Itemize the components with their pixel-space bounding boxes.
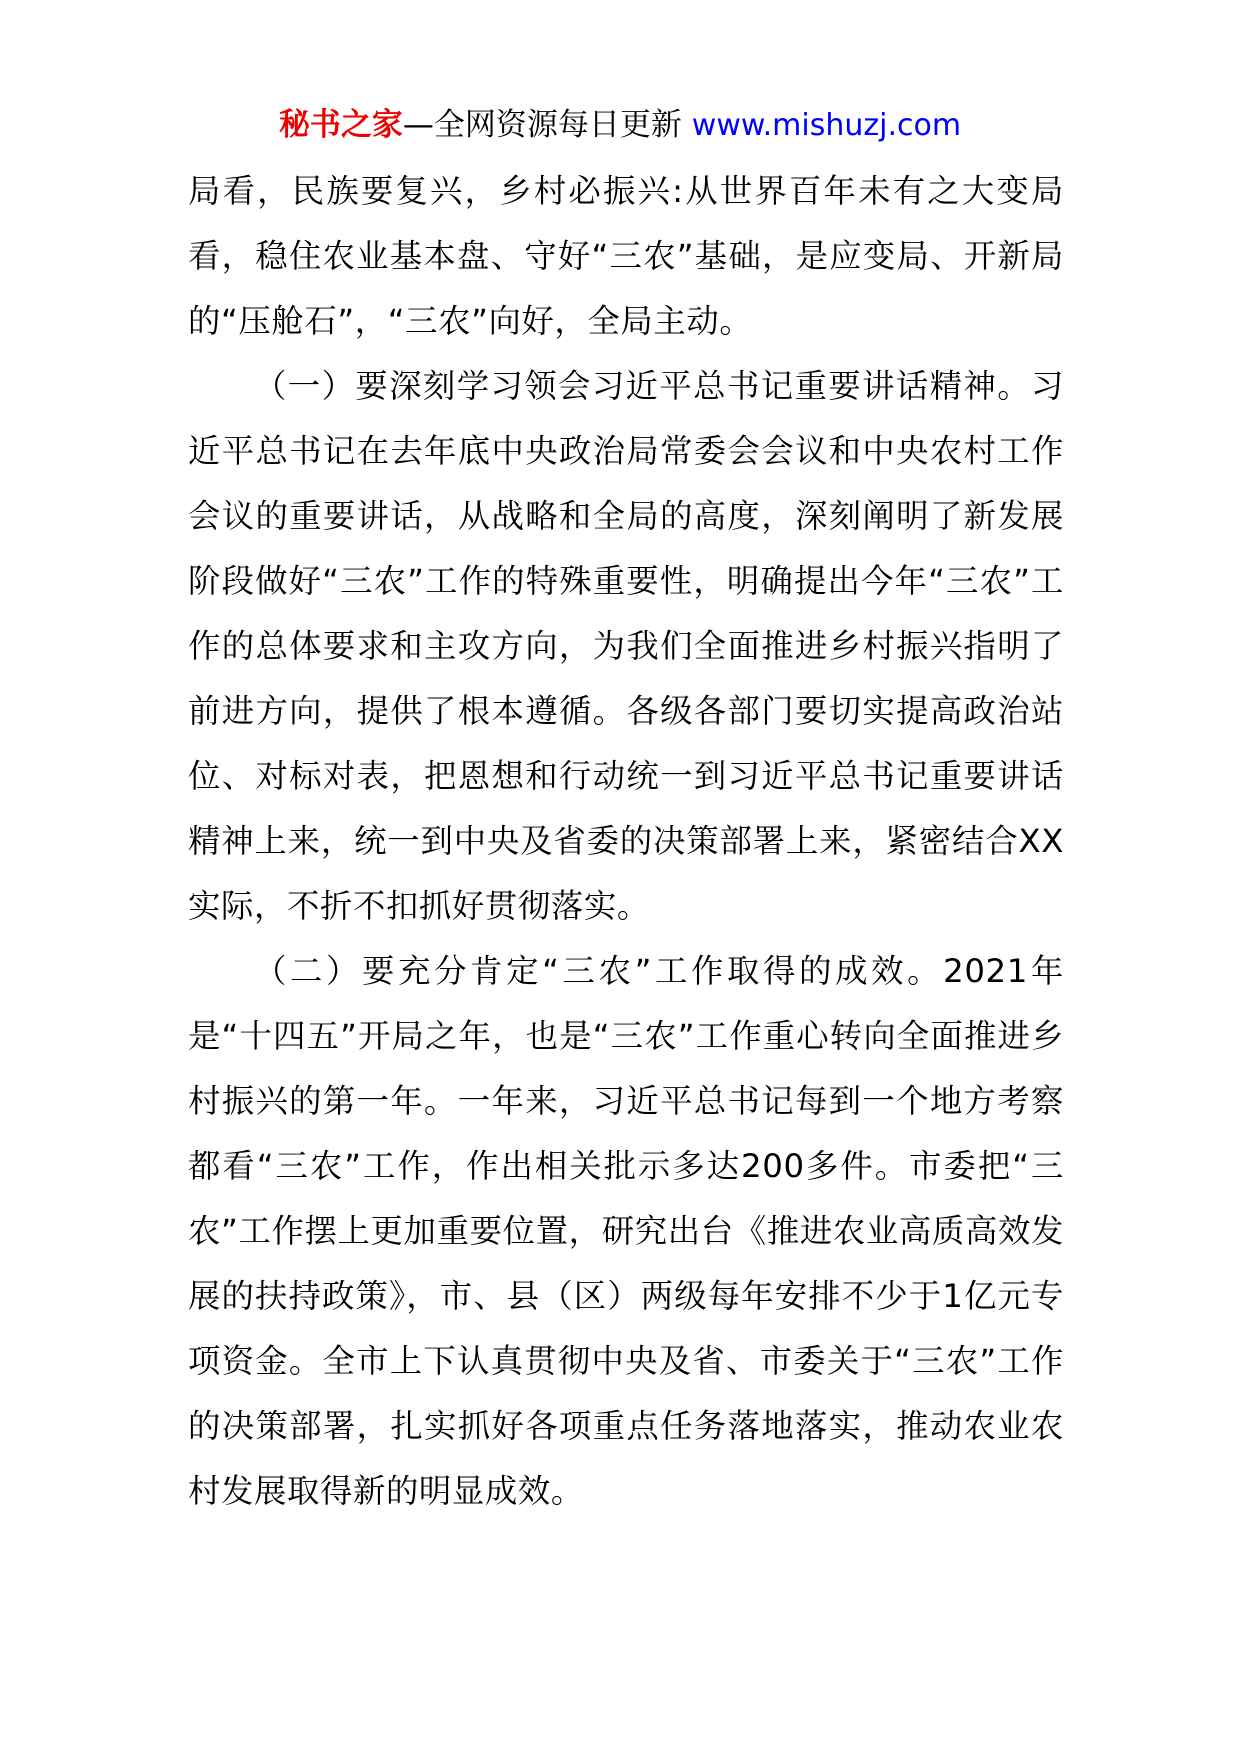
header-url-link[interactable]: www.mishuzj.com [691, 108, 962, 143]
paragraph-continued: 局看，民族要复兴，乡村必振兴:从世界百年未有之大变局看，稳住农业基本盘、守好“三农”基础，是应变局、开新局的“压舱石”，“三农”向好，全局主动。 [188, 172, 1064, 340]
header-brand: 秘书之家 [278, 107, 403, 143]
paragraph-section-2: （二）要充分肯定“三农”工作取得的成效。2021年是“十四五”开局之年，也是“三农”工作重心转向全面推进乡村振兴的第一年。一年来，习近平总书记每到一个地方考察都看“三农”工作，作出相关批示多达200多件。市委把“三农”工作摆上更加重要位置，研究出台《推进农业高质高效发展的扶持政策》，市、县（区）两级每年安排不少于1亿元专项资金。全市上下认真贯彻中央及省、市委关于“三农”工作的决策部署，扎实抓好各项重点任务落地落实，推动农业农村发展取得新的明显成效。 [188, 952, 1064, 1510]
document-body [188, 159, 1064, 1524]
header-tagline: —全网资源每日更新 [402, 107, 692, 143]
paragraph-section-1: （一）要深刻学习领会习近平总书记重要讲话精神。习近平总书记在去年底中央政治局常委会会议和中央农村工作会议的重要讲话，从战略和全局的高度，深刻阐明了新发展阶段做好“三农”工作的特殊重要性，明确提出今年“三农”工作的总体要求和主攻方向，为我们全面推进乡村振兴指明了前进方向，提供了根本遵循。各级各部门要切实提高政治站位、对标对表，把恩想和行动统一到习近平总书记重要讲话精神上来，统一到中央及省委的决策部署上来，紧密结合XX实际，不折不扣抓好贯彻落实。 [188, 367, 1064, 925]
page-header [0, 100, 1240, 151]
